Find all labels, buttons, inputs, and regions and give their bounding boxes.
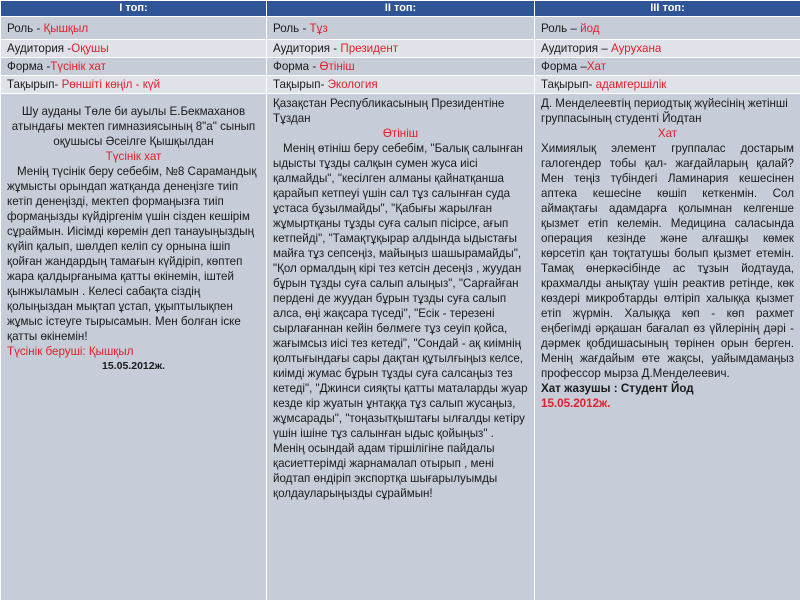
topic-label: Тақырып- (7, 78, 62, 91)
audience-value: Аурухана (610, 42, 662, 55)
topic-value: адамгершілік (595, 78, 667, 91)
audience-label: Аудитория - (7, 42, 72, 55)
iodine-addressee: Д. Менделеевтің периодтық жүйесінің жетінші группасының студенті Йодтан (541, 97, 788, 125)
iodine-date: 15.05.2012ж. (541, 397, 611, 410)
letter-signature: Түсінік беруші: Қышқыл (7, 345, 134, 358)
topic-cell-3 (535, 76, 800, 94)
topic-row (1, 76, 800, 94)
topic-cell-2 (267, 76, 535, 94)
form-label: Форма – (541, 60, 587, 73)
header-row (1, 1, 800, 17)
petition-letter (267, 94, 535, 600)
role-cell-1 (1, 17, 267, 40)
topic-label: Тақырып- (273, 78, 328, 91)
petition-title: Өтініш (382, 127, 419, 140)
petition-addressee: Қазақстан Республикасының Президентіне Тұздан (273, 97, 505, 125)
content-row (1, 94, 800, 600)
audience-value: Президент (340, 42, 399, 55)
group-1-header: I топ: (1, 1, 267, 17)
letter-title: Түсінік хат (105, 150, 162, 163)
form-cell-3 (535, 58, 800, 76)
form-value: Хат (586, 60, 607, 73)
topic-value: Рөншіті көңіл - күй (61, 78, 161, 91)
letter-date: 15.05.2012ж. (102, 360, 165, 372)
topic-cell-1 (1, 76, 267, 94)
role-value: йод (580, 21, 600, 35)
role-label: Роль - (7, 21, 44, 35)
role-value: Тұз (309, 21, 328, 35)
iodine-title: Хат (657, 127, 678, 140)
iodine-letter (535, 94, 800, 600)
audience-label: Аудитория – (541, 42, 611, 55)
iodine-body: Химиялық элемент группалас достарым галогендер тобы қал- жағдайларың қалай? Мен теңіз түбіндегі Ламинария кешесінен аптека кешесіне көшіп кеткенмін. Сол аймақтағы адамдарға қолымнан келгенше қызмет етіп келемін. Медицина саласында операция кезінде және алғашқы көмек көрсетіп қан тоқтатушы болып қызмет етемін. Тамақ өнеркәсібінде ас тұзын йодтауда, крахмалды анықтау үшін реактив ретінде, көк көздері микробтарды өлтіріп халыққа қызмет етіп жүрмін. Халыққа көп - көп рахмет еңбегімді әрқашан бағалап өз үйлерінің дәрі - дәрмек қобдишасының төрінен орын берген. Менің жағдайым өте жақсы, уайымдамаңыз профессор мырза Д.Менделеевич. (541, 142, 794, 380)
letter-intro: Шу ауданы Төле би ауылы Е.Бекмаханов атындағы мектеп гимназиясының 8"а" сынып оқушысы Әсеілге Қышқылдан (11, 105, 256, 148)
form-value: Өтініш (319, 60, 355, 73)
role-cell-2 (267, 17, 535, 40)
role-label: Роль – (541, 21, 581, 35)
role-label: Роль - (273, 21, 310, 35)
form-value: Түсінік хат (50, 60, 106, 73)
form-label: Форма - (273, 60, 320, 73)
audience-value: Оқушы (71, 42, 109, 55)
explanation-letter (1, 94, 267, 600)
audience-cell-1 (1, 40, 267, 58)
group-3-header: III топ: (535, 1, 800, 17)
role-row (1, 17, 800, 40)
form-row (1, 58, 800, 76)
form-label: Форма - (7, 60, 51, 73)
letter-body: Менің түсінік беру себебім, №8 Сарамандық жұмысты орындап жатқанда денеңізге тиіп кетіп денеңізді, мектеп формаңызға тиіп формаңызды күйдіргенім үшін сізден кешірім сұраймын. Иісімді көремін деп танауыңыздың күйіп қалып, шөлдеп келіп су орнына ішіп қойған жандардың тамағын күйдіріп, көптеп жара қалдырғаныма қатты өкінемін, іштей қынжыламын . Келесі сабақта сіздің қолыңыздан мықтап ұстап, ұқыптылықпен жұмыс істеуге тырысамын. Мен болған іске қатты өкінемін! (7, 165, 257, 343)
audience-cell-2 (267, 40, 535, 58)
petition-body: Менің өтініш беру себебім, "Балық салынған ыдысты тұзды салқын сумен жуса иісі қалмайды", "кесілген алманы қайнатқанша қарайып кетпеуі үшін сал тұз салынған суда ұстаса бұзылмайды", "Қабығы жарылған жұмыртқаны тұзды суға салып пісірсе, ағып кетпейді", "Тамақтұқырар алдында ыдыстағы майға тұз сепсеңіз, майыңыз шашырамайды", "Қол ормалдың кірі тез кетсін десеңіз , жуудан бұрын тұзды суға салып алыңыз", "Сарғайған пердені де жуудан бұрын тұзды суға салып алса, өңі жақсара түседі", "Есік - терезені сырлағаннан кейін бөлмеге тұз сеуіп қойса, жағымсыз иісі тез кетеді", "Сондай - ақ киімнің қолтығындағы сары дақтан құтылғыңыз келсе, киімді жумас бұрын тұзды суға салсаңыз тез кетеді", "Джинси сияқты қатты маталарды жуар кезде кір жуатын ұнтаққа тұз салып жусаңыз, жұмсарады", "тоңазытқыштағы ылғалды кетіру үшін ішіне тұз салынған ыдыс қойыңыз" . Менің осындай адам тіршілігіне пайдалы қасиеттерімді жарнамалап отырып , мені йодтап өндіріп экспортқа шығарылуымды қолдауларыңызды сұраймын! (273, 142, 528, 500)
topic-label: Тақырып- (541, 78, 596, 91)
topic-value: Экология (327, 78, 378, 91)
group-2-header: II топ: (267, 1, 535, 17)
form-cell-2 (267, 58, 535, 76)
form-cell-1 (1, 58, 267, 76)
role-value: Қышқыл (43, 21, 89, 35)
audience-row (1, 40, 800, 58)
iodine-signature: Хат жазушы : Студент Йод (541, 382, 694, 395)
audience-cell-3 (535, 40, 800, 58)
audience-label: Аудитория - (273, 42, 341, 55)
role-cell-3 (535, 17, 800, 40)
